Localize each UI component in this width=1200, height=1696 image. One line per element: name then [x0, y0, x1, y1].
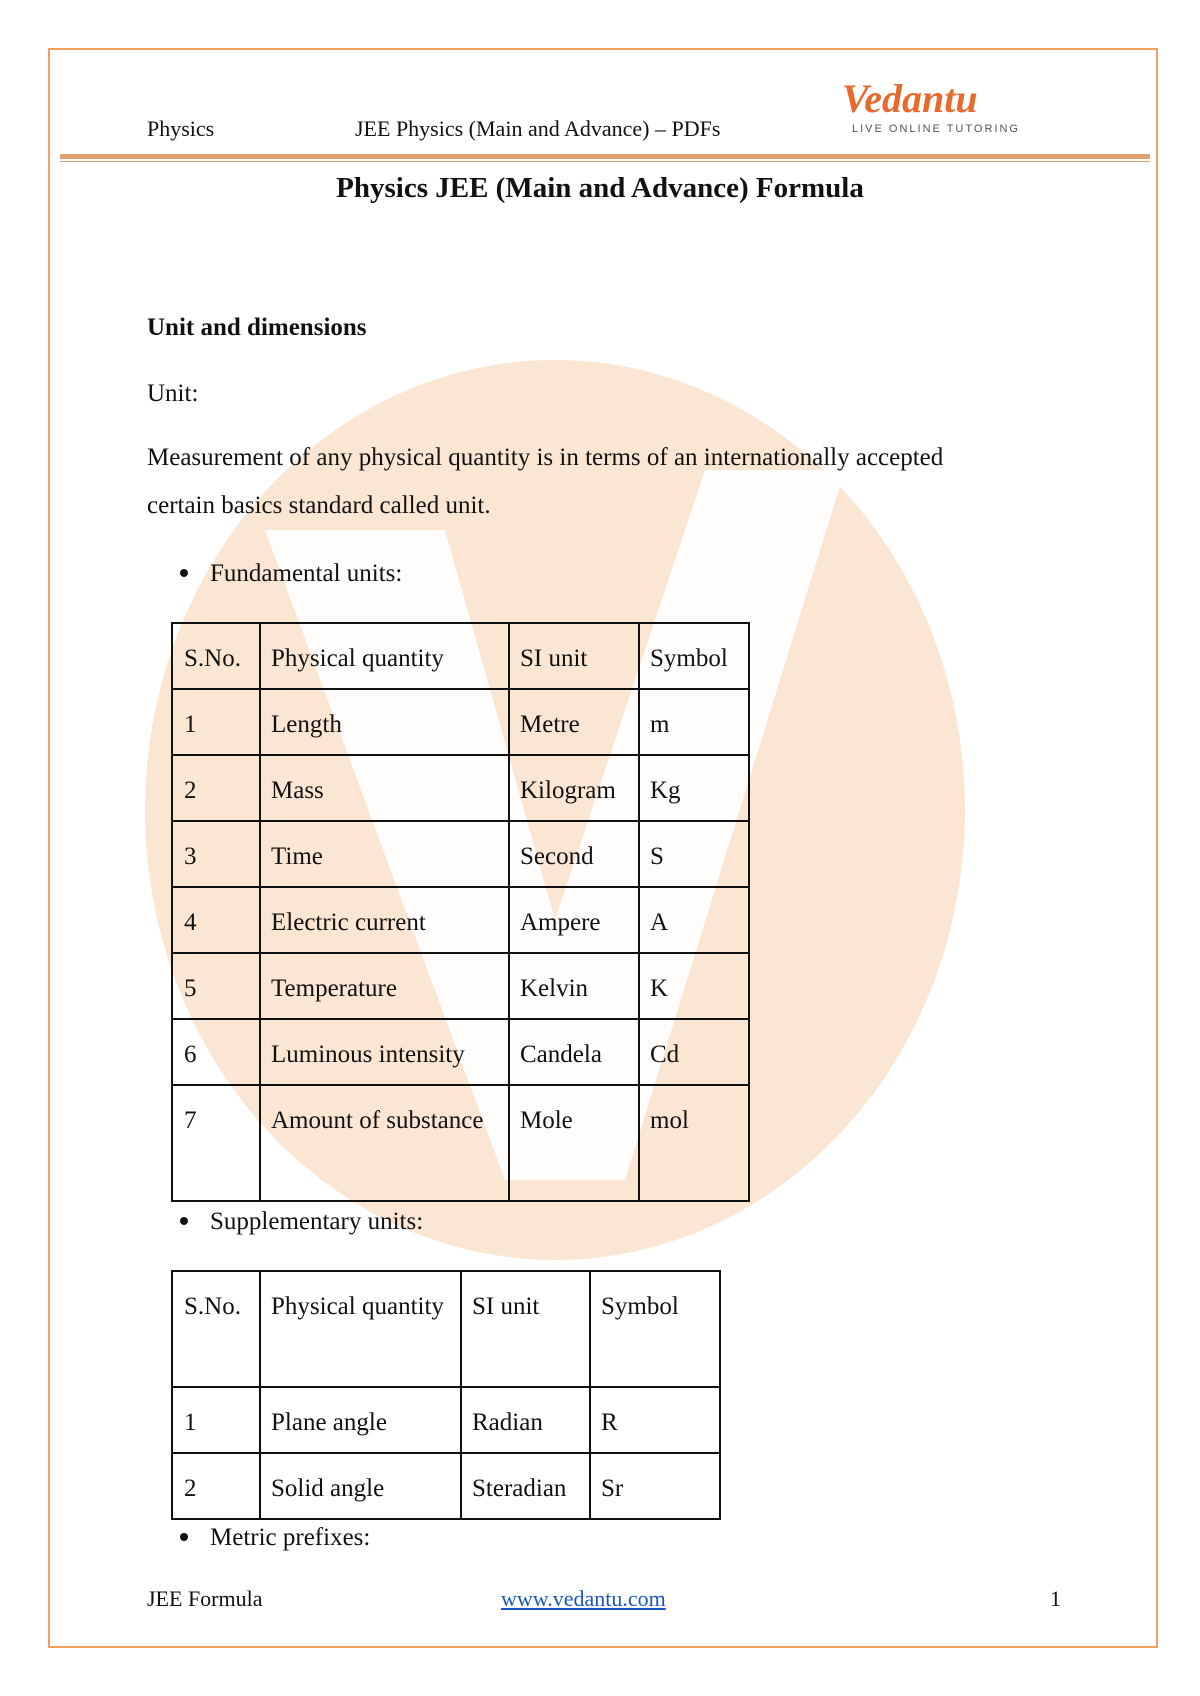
footer-website-link[interactable]: www.vedantu.com	[501, 1586, 666, 1611]
table-cell: Kg	[639, 755, 749, 821]
bullet-fundamental-label: Fundamental units:	[210, 560, 403, 587]
logo-tagline: LIVE ONLINE TUTORING	[852, 123, 1020, 135]
header-cell: S.No.	[172, 1271, 260, 1387]
bullet-dot-icon	[180, 1533, 188, 1541]
paragraph-line-1: Measurement of any physical quantity is in terms of an internationally accepted	[147, 444, 944, 471]
paragraph-line-2: certain basics standard called unit.	[147, 492, 491, 519]
header-cell: Symbol	[590, 1271, 720, 1387]
header-subject: Physics	[147, 116, 215, 141]
table-cell: Radian	[461, 1387, 590, 1453]
table-cell: S	[639, 821, 749, 887]
table-row	[172, 1453, 720, 1519]
table-cell: Temperature	[260, 953, 509, 1019]
table-cell: Kelvin	[509, 953, 639, 1019]
table-cell: A	[639, 887, 749, 953]
table-cell: 1	[172, 689, 260, 755]
table-cell: m	[639, 689, 749, 755]
table-row	[172, 1387, 720, 1453]
table-cell: 4	[172, 887, 260, 953]
table-cell: R	[590, 1387, 720, 1453]
table-cell: 2	[172, 755, 260, 821]
table-cell: Solid angle	[260, 1453, 461, 1519]
table-cell: 6	[172, 1019, 260, 1085]
bullet-metric	[180, 1524, 370, 1552]
table-cell: Luminous intensity	[260, 1019, 509, 1085]
bullet-metric-label: Metric prefixes:	[210, 1524, 371, 1551]
table-cell: Plane angle	[260, 1387, 461, 1453]
table-cell: 3	[172, 821, 260, 887]
table-cell: 2	[172, 1453, 260, 1519]
bullet-supplementary	[180, 1208, 423, 1236]
footer-link-wrap	[501, 1586, 666, 1612]
header-document-title: JEE Physics (Main and Advance) – PDFs	[355, 116, 721, 141]
header-cell: SI unit	[509, 623, 639, 689]
table-cell: Kilogram	[509, 755, 639, 821]
table-row	[172, 887, 749, 953]
table-cell: Electric current	[260, 887, 509, 953]
header-cell: S.No.	[172, 623, 260, 689]
header-cell: Physical quantity	[260, 1271, 461, 1387]
table-cell: Steradian	[461, 1453, 590, 1519]
unit-label: Unit:	[147, 380, 199, 407]
page-title: Physics JEE (Main and Advance) Formula	[336, 172, 864, 204]
table-row	[172, 821, 749, 887]
table-row	[172, 755, 749, 821]
table-cell: Metre	[509, 689, 639, 755]
table-cell: Cd	[639, 1019, 749, 1085]
table-row	[172, 1085, 749, 1201]
bullet-dot-icon	[180, 569, 188, 577]
bullet-fundamental	[180, 560, 402, 588]
header-cell: Physical quantity	[260, 623, 509, 689]
bullet-supplementary-label: Supplementary units:	[210, 1208, 424, 1235]
fundamental-units-table	[171, 622, 750, 1202]
header-cell: Symbol	[639, 623, 749, 689]
table-header-row	[172, 623, 749, 689]
table-row	[172, 689, 749, 755]
table-row	[172, 953, 749, 1019]
table-cell: Candela	[509, 1019, 639, 1085]
table-cell: K	[639, 953, 749, 1019]
table-cell: mol	[639, 1085, 749, 1201]
table-header-row	[172, 1271, 720, 1387]
table-cell: Time	[260, 821, 509, 887]
logo-wordmark: Vedantu	[842, 78, 978, 121]
section-heading: Unit and dimensions	[147, 314, 367, 341]
table-cell: Amount of substance	[260, 1085, 509, 1201]
table-cell: Length	[260, 689, 509, 755]
page-number: 1	[1050, 1586, 1061, 1611]
table-cell: Ampere	[509, 887, 639, 953]
bullet-dot-icon	[180, 1217, 188, 1225]
footer-label: JEE Formula	[147, 1586, 263, 1611]
table-cell: Mass	[260, 755, 509, 821]
table-cell: Sr	[590, 1453, 720, 1519]
table-cell: Mole	[509, 1085, 639, 1201]
table-cell: 7	[172, 1085, 260, 1201]
table-cell: 1	[172, 1387, 260, 1453]
table-row	[172, 1019, 749, 1085]
table-cell: 5	[172, 953, 260, 1019]
header-cell: SI unit	[461, 1271, 590, 1387]
table-cell: Second	[509, 821, 639, 887]
supplementary-units-table	[171, 1270, 721, 1520]
